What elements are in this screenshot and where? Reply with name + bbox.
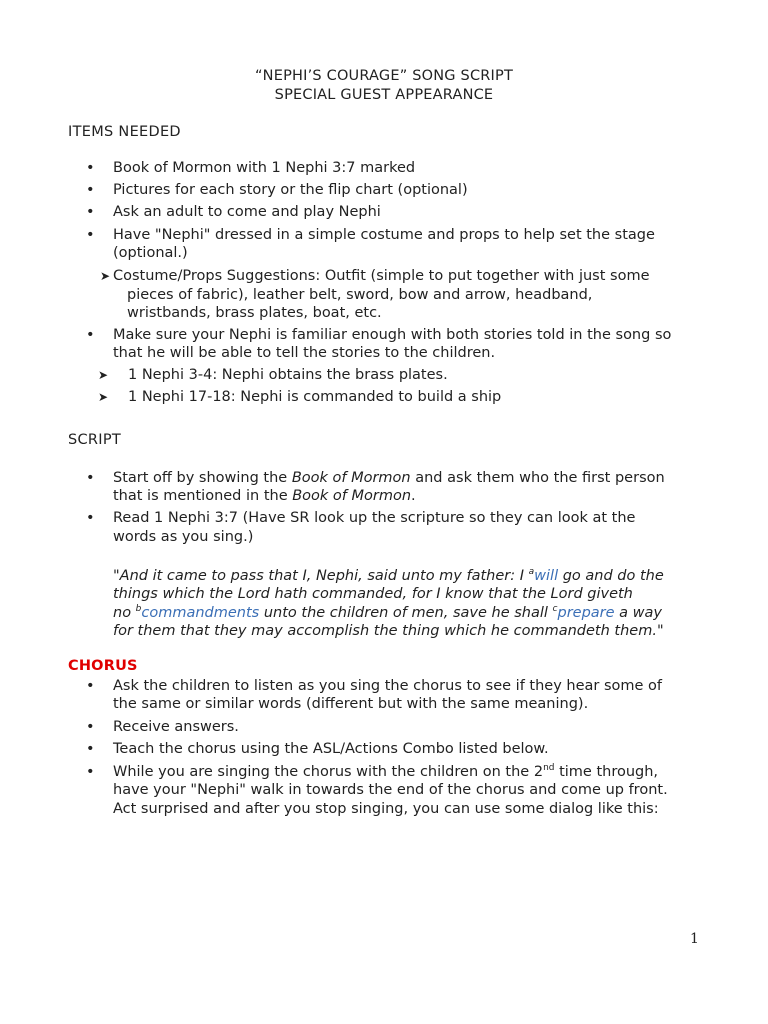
scripture-quote-line-1: "And it came to pass that I, Nephi, said unto my father: I $^a$will go and do the bbox=[113, 567, 664, 584]
bullet-icon: • bbox=[86, 719, 95, 735]
book-title: Book of Mormon bbox=[292, 488, 412, 504]
items-needed-heading: ITEMS NEEDED bbox=[68, 124, 181, 140]
bullet-icon: • bbox=[86, 204, 95, 220]
arrow-bullet-icon: ➤ bbox=[98, 390, 109, 404]
list-item: Book of Mormon with 1 Nephi 3:7 marked bbox=[113, 160, 416, 176]
scripture-quote-line-3: no $^b$commandments unto the children of men, save he shall $^c$prepare a way bbox=[113, 604, 662, 621]
list-item-cont: words as you sing.) bbox=[113, 529, 254, 545]
scripture-quote-line-2: things which the Lord hath commanded, for I know that the Lord giveth bbox=[113, 586, 633, 602]
list-item: Pictures for each story or the flip chart (optional) bbox=[113, 182, 468, 198]
book-title: Book of Mormon bbox=[291, 470, 411, 486]
sub-list-item-cont: wristbands, brass plates, boat, etc. bbox=[127, 305, 382, 321]
list-item: Read 1 Nephi 3:7 (Have SR look up the scripture so they can look at the bbox=[113, 510, 636, 526]
list-item: Teach the chorus using the ASL/Actions Combo listed below. bbox=[113, 741, 549, 757]
list-item-cont: Act surprised and after you stop singing, you can use some dialog like this: bbox=[113, 801, 659, 817]
page-number: 1 bbox=[690, 931, 699, 947]
chorus-heading: CHORUS bbox=[68, 658, 138, 674]
sub-list-item-cont: pieces of fabric), leather belt, sword, bow and arrow, headband, bbox=[127, 287, 593, 303]
footnote-link-will[interactable]: will bbox=[534, 568, 559, 584]
bullet-icon: • bbox=[86, 327, 95, 343]
list-item-cont: that he will be able to tell the stories to the children. bbox=[113, 345, 496, 361]
list-item: Start off by showing the Book of Mormon and ask them who the first person bbox=[113, 470, 665, 486]
sub-list-item: Costume/Props Suggestions: Outfit (simple to put together with just some bbox=[113, 268, 650, 284]
list-item-cont: have your "Nephi" walk in towards the end of the chorus and come up front. bbox=[113, 782, 668, 798]
list-item: Ask the children to listen as you sing the chorus to see if they hear some of bbox=[113, 678, 663, 694]
list-item: While you are singing the chorus with the children on the 2nd time through, bbox=[113, 763, 659, 780]
title-line-2: SPECIAL GUEST APPEARANCE bbox=[274, 87, 494, 103]
list-item: Have "Nephi" dressed in a simple costume and props to help set the stage bbox=[113, 227, 655, 243]
bullet-icon: • bbox=[86, 160, 95, 176]
bullet-icon: • bbox=[86, 678, 95, 694]
list-item: Receive answers. bbox=[113, 719, 239, 735]
list-item-cont: (optional.) bbox=[113, 245, 188, 261]
bullet-icon: • bbox=[86, 182, 95, 198]
bullet-icon: • bbox=[86, 470, 95, 486]
footnote-link-commandments[interactable]: commandments bbox=[141, 605, 260, 621]
sub-list-item: 1 Nephi 3-4: Nephi obtains the brass plates. bbox=[128, 367, 448, 383]
bullet-icon: • bbox=[86, 764, 95, 780]
list-item: Ask an adult to come and play Nephi bbox=[113, 204, 381, 220]
script-heading: SCRIPT bbox=[68, 432, 122, 448]
arrow-bullet-icon: ➤ bbox=[98, 368, 109, 382]
list-item-cont: the same or similar words (different but with the same meaning). bbox=[113, 696, 589, 712]
footnote-link-prepare[interactable]: prepare bbox=[557, 605, 615, 621]
sub-list-item: 1 Nephi 17-18: Nephi is commanded to build a ship bbox=[128, 389, 502, 405]
arrow-bullet-icon: ➤ bbox=[100, 269, 111, 283]
list-item: Make sure your Nephi is familiar enough with both stories told in the song so bbox=[113, 327, 672, 343]
bullet-icon: • bbox=[86, 510, 95, 526]
title-line-1: “NEPHI’S COURAGE” SONG SCRIPT bbox=[254, 68, 514, 84]
scripture-quote-line-4: for them that they may accomplish the thing which he commandeth them." bbox=[113, 623, 664, 639]
bullet-icon: • bbox=[86, 227, 95, 243]
bullet-icon: • bbox=[86, 741, 95, 757]
list-item-cont: that is mentioned in the Book of Mormon. bbox=[113, 488, 416, 504]
